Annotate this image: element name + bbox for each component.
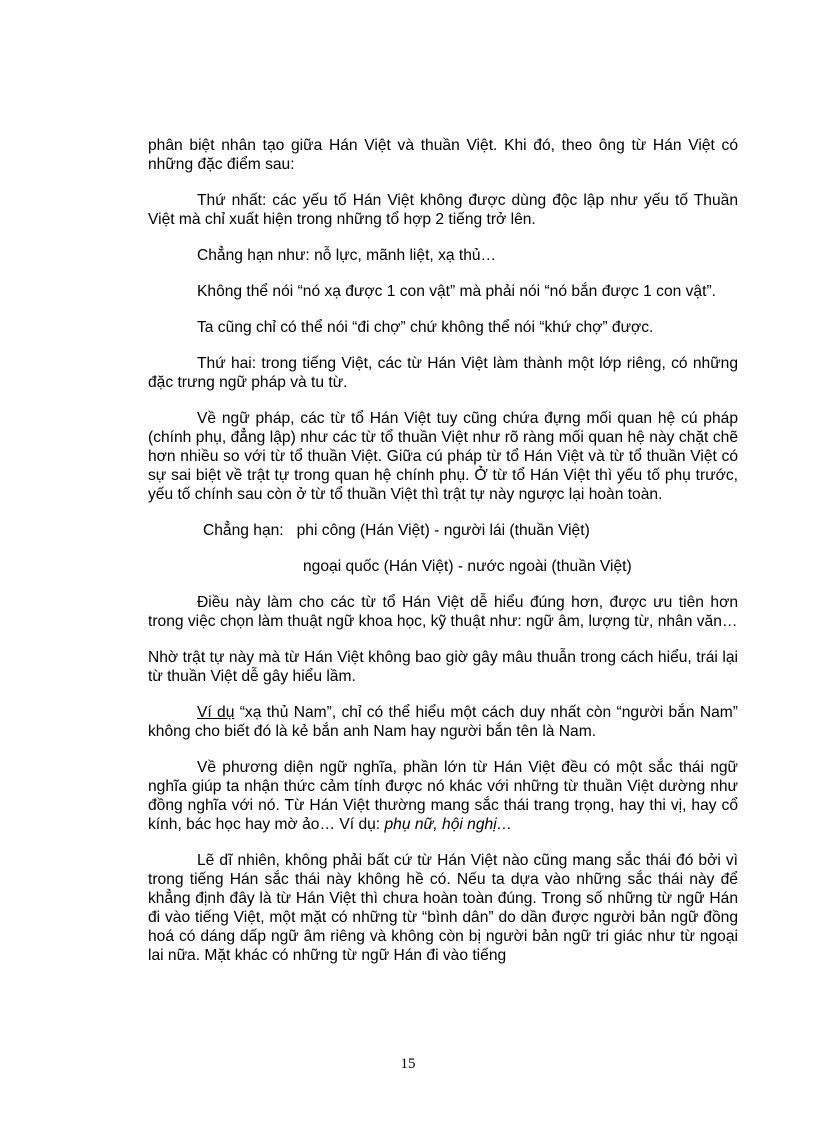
paragraph: Ta cũng chỉ có thể nói “đi chợ” chứ không thể nói “khứ chợ” được. — [197, 319, 654, 336]
example-text: “xạ thủ Nam”, chỉ có thể hiểu một cách duy nhất còn “người bắn Nam” không cho biết đó là kẻ bắn anh Nam hay người bắn tên là Nam. — [148, 704, 738, 740]
paragraph — [148, 758, 738, 834]
paragraph: Về ngữ pháp, các từ tổ Hán Việt tuy cũng chứa đựng mối quan hệ cú pháp (chính phụ, đẳng lập) như các từ tổ thuần Việt như rõ ràng mối quan hệ này chặt chẽ hơn nhiều so với từ tổ thuần Việt. Giữa cú pháp từ tổ Hán Việt và từ tổ thuần Việt có sự sai biệt về trật tự trong quan hệ chính phụ. Ở từ tổ Hán Việt thì yếu tố phụ trước, yếu tố chính sau còn ở từ tổ thuần Việt thì trật tự này ngược lại hoàn toàn. — [148, 410, 738, 503]
paragraph-text: Về phương diện ngữ nghĩa, phần lớn từ Hán Việt đều có một sắc thái ngữ nghĩa giúp ta nhận thức cảm tính được nó khác với những từ thuần Việt dường như đồng nghĩa với nó. Từ Hán Việt thường mang sắc thái trang trọng, hay thi vị, hay cổ kính, bác học hay mờ ảo… Ví dụ: — [148, 759, 738, 833]
body-text — [148, 136, 738, 982]
paragraph: Thứ nhất: các yếu tố Hán Việt không được dùng độc lập như yếu tố Thuần Việt mà chỉ xuất hiện trong những tổ hợp 2 tiếng trở lên. — [148, 192, 738, 228]
example-line: Chẳng hạn: phi công (Hán Việt) - người lái (thuần Việt) — [203, 522, 590, 539]
page-number: 15 — [400, 1056, 416, 1072]
example-line: ngoại quốc (Hán Việt) - nước ngoài (thuần Việt) — [303, 558, 632, 575]
paragraph: phân biệt nhân tạo giữa Hán Việt và thuần Việt. Khi đó, theo ông từ Hán Việt có những đặc điểm sau: — [148, 137, 738, 173]
paragraph: Thứ hai: trong tiếng Việt, các từ Hán Việt làm thành một lớp riêng, có những đặc trưng ngữ pháp và tu từ. — [148, 355, 738, 391]
example-label: Ví dụ — [197, 704, 235, 721]
paragraph: Chẳng hạn như: nỗ lực, mãnh liệt, xạ thủ… — [197, 247, 497, 264]
italic-examples: phụ nữ, hội nghị… — [384, 816, 513, 833]
paragraph: Không thể nói “nó xạ được 1 con vật” mà phải nói “nó bắn được 1 con vật”. — [197, 283, 716, 300]
paragraph — [148, 703, 738, 741]
paragraph: Lẽ dĩ nhiên, không phải bất cứ từ Hán Việt nào cũng mang sắc thái đó bởi vì trong tiếng Hán sắc thái này không hề có. Nếu ta dựa vào những sắc thái này để khẳng định đây là từ Hán Việt thì chưa hoàn toàn đúng. Trong số những từ ngữ Hán đi vào tiếng Việt, một mặt có những từ “bình dân” do dần được người bản ngữ đồng hoá có dáng dấp ngữ âm riêng và không còn bị người bản ngữ tri giác như từ ngoại lai nữa. Mặt khác có những từ ngữ Hán đi vào tiếng — [148, 852, 738, 964]
paragraph: Điều này làm cho các từ tổ Hán Việt dễ hiểu đúng hơn, được ưu tiên hơn trong việc chọn làm thuật ngữ khoa học, kỹ thuật như: ngữ âm, lượng từ, nhân văn… — [148, 594, 738, 630]
paragraph: Nhờ trật tự này mà từ Hán Việt không bao giờ gây mâu thuẫn trong cách hiểu, trái lại từ thuần Việt dễ gây hiểu lầm. — [148, 649, 738, 685]
